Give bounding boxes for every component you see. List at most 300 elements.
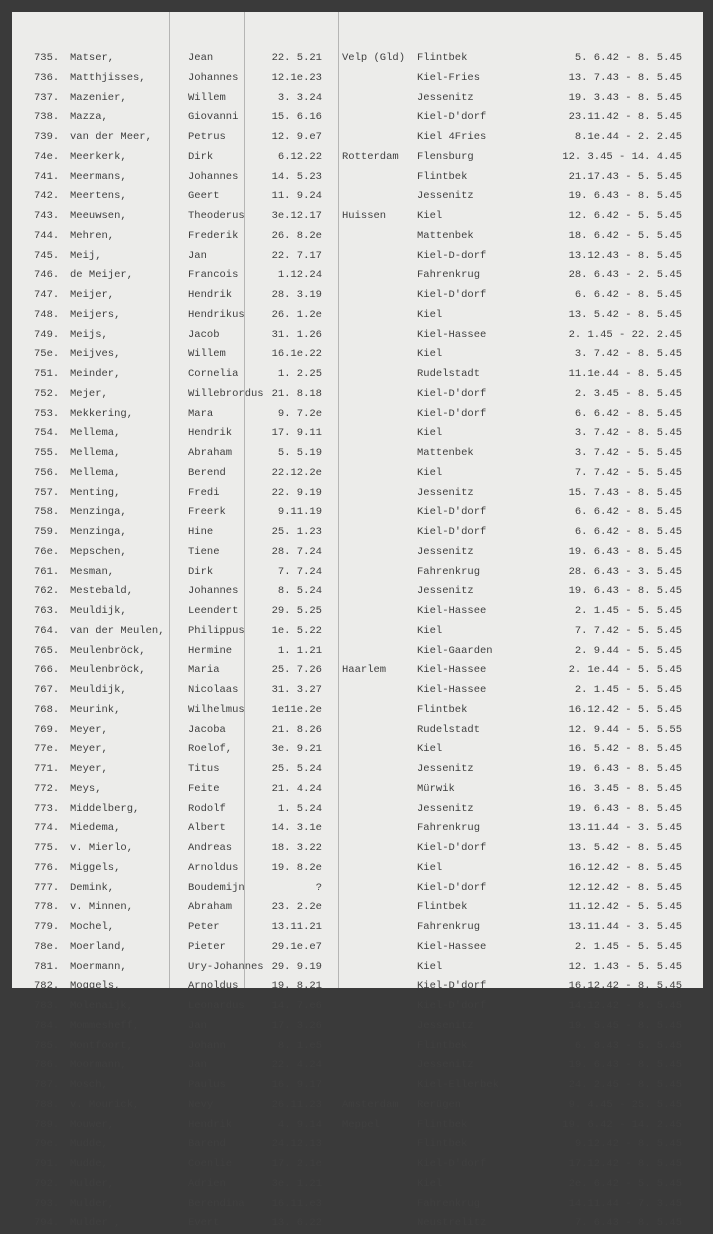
entry-surname: Mosch,: [70, 1079, 108, 1091]
entry-list: [12, 49, 703, 1234]
entry-surname: Mulder ,: [70, 1217, 121, 1230]
entry-number: 769.: [34, 723, 60, 736]
entry-camp: Fahrenkrug: [417, 822, 481, 835]
entry-period: 28. 6.43 - 2. 5.45: [568, 269, 682, 282]
list-item: [12, 543, 703, 563]
entry-camp: Kiel-D'dorf: [417, 387, 487, 400]
entry-place: Velp (Gld): [342, 52, 406, 64]
entry-first-name: Johann: [188, 1039, 226, 1052]
entry-surname: Mehren,: [70, 229, 115, 242]
entry-first-name: Hermine: [188, 644, 233, 657]
entry-period: 6. 8.43 - 5. 5.45: [574, 1039, 682, 1052]
entry-place: Meppel: [342, 1118, 380, 1131]
entry-period: 18. 6.42 - 5. 5.45: [568, 229, 682, 242]
entry-camp: Flintbek: [417, 703, 468, 716]
entry-first-name: Leonardus: [188, 1000, 245, 1012]
entry-number: 788.: [34, 1098, 60, 1111]
entry-camp: Jessenitz: [417, 763, 474, 775]
entry-period: 19. 6.43 - 8. 5.45: [568, 190, 682, 203]
entry-birth-date: 1.12.24: [277, 269, 322, 282]
entry-birth-date: 12.1e.23: [271, 71, 322, 84]
entry-first-name: Geert: [188, 190, 220, 203]
entry-camp: Kiel: [417, 210, 443, 222]
entry-surname: Molenaijk,: [70, 1000, 134, 1012]
entry-birth-date: 25. 1.23: [271, 526, 322, 538]
entry-camp: Kiel-D'dorf: [417, 1158, 487, 1170]
entry-surname: Meuldijk,: [70, 684, 127, 696]
entry-surname: Mejer,: [70, 387, 108, 400]
entry-surname: Meulenbröck,: [70, 644, 146, 657]
entry-surname: van der Meulen,: [70, 624, 165, 637]
list-item: [12, 345, 703, 365]
entry-number: 765.: [34, 644, 60, 657]
entry-period: 2. 3.45 - 8. 5.45: [574, 387, 682, 400]
entry-birth-date: 16. 9.17: [271, 1079, 322, 1091]
entry-period: 7. 6.43 - 8. 5.45: [574, 1217, 682, 1230]
entry-period: 6. 6.42 - 8. 5.45: [574, 407, 682, 420]
entry-camp: Kiel: [417, 466, 443, 479]
entry-number: 758.: [34, 506, 60, 519]
entry-birth-date: 13.11.21: [271, 921, 322, 933]
entry-camp: Kiel-D'dorf: [417, 980, 487, 993]
entry-birth-date: 3. 3.24: [277, 91, 322, 104]
entry-birth-date: 26. 8.2e: [271, 229, 322, 242]
entry-period: 19. 6.43 - 8. 5.45: [568, 1059, 682, 1072]
entry-camp: Jessenitz: [417, 190, 474, 203]
list-item: [12, 859, 703, 879]
entry-birth-date: 1. 5.24: [277, 802, 322, 815]
entry-period: 16.12.42 - 8. 5.45: [568, 861, 682, 874]
entry-birth-date: 5. 5.19: [277, 447, 322, 459]
entry-number: 741.: [34, 170, 60, 183]
entry-period: 2. 9.44 - 5. 5.45: [574, 644, 682, 657]
entry-surname: Meeuwsen,: [70, 210, 127, 222]
entry-period: 8.1e.44 - 2. 2.45: [574, 131, 682, 143]
entry-surname: Mulder,: [70, 1197, 115, 1210]
entry-birth-date: 14. 5.23: [271, 170, 322, 183]
entry-camp: Fahrenkrug: [417, 921, 481, 933]
entry-number: 792.: [34, 1177, 60, 1190]
entry-number: 748.: [34, 308, 60, 321]
entry-camp: Kiel-D-dorf: [417, 249, 487, 262]
entry-camp: Kiel-Hassee: [417, 328, 487, 341]
entry-period: 12.12.42 - 8. 5.45: [568, 881, 682, 894]
entry-surname: Meermans,: [70, 170, 127, 183]
entry-camp: Flintbek: [417, 170, 468, 183]
entry-number: 747.: [34, 289, 60, 301]
entry-number: 779.: [34, 921, 60, 933]
list-item: [12, 365, 703, 385]
entry-camp: Jessenitz: [417, 1019, 474, 1032]
list-item: [12, 148, 703, 168]
entry-camp: Jessenitz: [417, 486, 474, 499]
entry-first-name: Tiene: [188, 545, 220, 558]
entry-birth-date: 17. 9.11: [271, 427, 322, 440]
entry-surname: Meijs,: [70, 328, 108, 341]
entry-birth-date: 1. 1.21: [277, 644, 322, 657]
entry-number: 778.: [34, 901, 60, 914]
list-item: [12, 1195, 703, 1215]
list-item: [12, 938, 703, 958]
entry-first-name: Johannes: [188, 71, 239, 84]
entry-first-name: Hendrik: [188, 1118, 233, 1131]
entry-first-name: Albert: [188, 822, 226, 835]
entry-birth-date: 18. 3.22: [271, 842, 322, 854]
entry-surname: Moermann,: [70, 960, 127, 973]
entry-surname: Mellema,: [70, 466, 121, 479]
entry-period: 7. 7.42 - 5. 5.45: [574, 466, 682, 479]
entry-birth-date: 17. 3.26: [271, 1019, 322, 1032]
entry-camp: Kiel-Hassee: [417, 940, 487, 953]
entry-camp: Flintbek: [417, 901, 468, 914]
list-item: [12, 503, 703, 523]
entry-camp: Kiel-D'dorf: [417, 842, 487, 854]
entry-birth-date: 29. 5.25: [271, 605, 322, 617]
entry-camp: Kiel-D'dorf: [417, 526, 487, 538]
entry-number: 744.: [34, 229, 60, 242]
entry-first-name: Berendina: [188, 1197, 245, 1210]
entry-period: 19. 5.45 - 8. 5.45: [568, 1019, 682, 1032]
entry-first-name: Titus: [188, 763, 220, 775]
entry-camp: Flintbek: [417, 52, 468, 64]
entry-first-name: Wilhelmus: [188, 703, 245, 716]
entry-surname: Mouwer,: [70, 1118, 115, 1131]
entry-number: 737.: [34, 91, 60, 104]
entry-period: 11.12.42 - 5. 5.45: [568, 901, 682, 914]
entry-first-name: Andreas: [188, 842, 233, 854]
entry-surname: Meinder,: [70, 368, 121, 380]
entry-first-name: Jacob: [188, 328, 220, 341]
entry-number: 772.: [34, 782, 60, 795]
entry-period: 19. 3.43 - 8. 5.45: [568, 91, 682, 104]
entry-surname: Meijer,: [70, 289, 115, 301]
entry-number: 755.: [34, 447, 60, 459]
entry-birth-date: 24.12.13: [271, 1138, 322, 1151]
entry-period: 21.17.43 - 5. 5.45: [568, 170, 682, 183]
list-item: [12, 1175, 703, 1195]
entry-first-name: Jean: [188, 52, 214, 64]
entry-camp: Kiel: [417, 861, 443, 874]
list-item: [12, 1076, 703, 1096]
list-item: [12, 444, 703, 464]
entry-period: 19. 6.42 - 14. 2.45: [562, 1118, 682, 1131]
entry-surname: Meijves,: [70, 348, 121, 361]
entry-number: 789.: [34, 1118, 60, 1131]
entry-period: 2. 1.45 - 5. 5.45: [574, 605, 682, 617]
entry-number: 785.: [34, 1039, 60, 1052]
entry-number: 784.: [34, 1019, 60, 1032]
entry-surname: Meuldijk,: [70, 605, 127, 617]
entry-surname: Mommesheff,: [70, 1019, 140, 1032]
entry-period: 6. 6.42 - 8. 5.45: [574, 526, 682, 538]
entry-surname: Mulder,: [70, 1177, 115, 1190]
entry-camp: Kiel: [417, 624, 443, 637]
entry-period: 13. 7.43 - 8. 5.45: [568, 71, 682, 84]
entry-camp: Neustrelitz: [417, 1217, 487, 1230]
entry-period: 19. 6.43 - 8. 5.45: [568, 545, 682, 558]
entry-number: 749.: [34, 328, 60, 341]
list-item: [12, 89, 703, 109]
entry-camp: Kiel: [417, 348, 443, 361]
entry-first-name: Hine: [188, 526, 214, 538]
entry-surname: Matser,: [70, 52, 115, 64]
list-item: [12, 247, 703, 267]
entry-camp: Kiel: [417, 308, 443, 321]
entry-number: 776.: [34, 861, 60, 874]
entry-birth-date: 14. 7.e6: [271, 1000, 322, 1012]
list-item: [12, 563, 703, 583]
entry-number: 751.: [34, 368, 60, 380]
entry-first-name: Arnoldus: [188, 861, 239, 874]
entry-period: 19. 6.43 - 8. 5.45: [568, 763, 682, 775]
entry-birth-date: 7. 7.24: [277, 565, 322, 578]
entry-first-name: Jan: [188, 249, 207, 262]
entry-camp: Flintbek: [417, 1138, 468, 1151]
list-item: [12, 760, 703, 780]
entry-surname: Meerkerk,: [70, 150, 127, 163]
entry-birth-date: 22. 9.19: [271, 486, 322, 499]
list-item: [12, 326, 703, 346]
entry-birth-date: 26. 1.2e: [271, 308, 322, 321]
entry-number: 768.: [34, 703, 60, 716]
entry-period: 16. 3.45 - 8. 5.45: [568, 782, 682, 795]
list-item: [12, 128, 703, 148]
entry-number: 767.: [34, 684, 60, 696]
entry-period: 19. 6.43 - 8. 5.45: [568, 585, 682, 598]
entry-first-name: Abraham: [188, 901, 233, 914]
entry-camp: Kiel-Ellerbek: [417, 1079, 499, 1091]
entry-birth-date: 15. 6.16: [271, 111, 322, 124]
entry-first-name: Rodolf: [188, 802, 226, 815]
entry-first-name: Pieter: [188, 940, 226, 953]
entry-camp: Jessenitz: [417, 91, 474, 104]
list-item: [12, 839, 703, 859]
list-item: [12, 780, 703, 800]
entry-birth-date: 3e. 9.21: [271, 743, 322, 756]
entry-period: 6. 6.42 - 8. 5.45: [574, 506, 682, 519]
list-item: [12, 740, 703, 760]
list-item: [12, 484, 703, 504]
entry-camp: Kiel-D'dorf: [417, 111, 487, 124]
list-item: [12, 819, 703, 839]
entry-surname: Demink,: [70, 881, 115, 894]
entry-birth-date: 29. 9.19: [271, 960, 322, 973]
entry-period: 2. 1.45 - 5. 5.45: [574, 940, 682, 953]
list-item: [12, 1155, 703, 1175]
entry-camp: Kiel: [417, 743, 443, 756]
entry-surname: Menzinga,: [70, 506, 127, 519]
entry-surname: Miedema,: [70, 822, 121, 835]
entry-first-name: Abraham: [188, 447, 233, 459]
entry-surname: Meulenbröck,: [70, 664, 146, 677]
list-item: [12, 168, 703, 188]
entry-surname: v. Minnen,: [70, 901, 134, 914]
entry-surname: Mochel,: [70, 921, 115, 933]
entry-birth-date: 14. 3.1e: [271, 822, 322, 835]
entry-camp: Kiel-Hassee: [417, 664, 487, 677]
entry-surname: Moggels,: [70, 980, 121, 993]
entry-period: 9. 4.45 - 25. 5.45: [568, 1098, 682, 1111]
entry-number: 763.: [34, 605, 60, 617]
entry-period: 7. 7.42 - 5. 5.45: [574, 624, 682, 637]
entry-birth-date: 22. 4.24: [271, 1059, 322, 1072]
entry-number: 757.: [34, 486, 60, 499]
entry-camp: Kiel-D'dorf: [417, 881, 487, 894]
entry-birth-date: 3e.12.17: [271, 210, 322, 222]
entry-camp: Kiel: [417, 1177, 443, 1190]
entry-first-name: Arnoldus: [188, 980, 239, 993]
entry-birth-date: 25. 5.24: [271, 763, 322, 775]
entry-birth-date: 1e11e.2e: [271, 703, 322, 716]
entry-surname: Mestebald,: [70, 585, 134, 598]
list-item: [12, 918, 703, 938]
entry-first-name: Cornelia: [188, 368, 239, 380]
list-item: [12, 523, 703, 543]
document-page: [12, 12, 703, 1230]
entry-period: 19. 6.43 - 8. 5.45: [568, 802, 682, 815]
entry-camp: Fahrenkrug: [417, 269, 481, 282]
entry-surname: Meertens,: [70, 190, 127, 203]
entry-period: 2e. 6.42 - 5. 5.45: [568, 1177, 682, 1190]
entry-first-name: Berend: [188, 466, 226, 479]
entry-birth-date: 8. 1.e5: [277, 1039, 322, 1052]
entry-first-name: Maria: [188, 664, 220, 677]
entry-birth-date: 19. 8.21: [271, 980, 322, 993]
entry-birth-date: 21. 8.26: [271, 723, 322, 736]
entry-first-name: Hendrik: [188, 289, 233, 301]
entry-place: Rotterdam: [342, 150, 399, 163]
entry-camp: Rerügen: [417, 1098, 462, 1111]
entry-camp: Flintbek: [417, 1039, 468, 1052]
entry-camp: Mattenbek: [417, 447, 474, 459]
entry-birth-date: 23. 2.2e: [271, 901, 322, 914]
list-item: [12, 108, 703, 128]
list-item: [12, 898, 703, 918]
entry-camp: Rudelstadt: [417, 368, 481, 380]
entry-camp: Kiel-D'dorf: [417, 289, 487, 301]
entry-number: 761.: [34, 565, 60, 578]
entry-birth-date: 22. 5.21: [271, 52, 322, 64]
entry-first-name: Willem: [188, 348, 226, 361]
entry-place: Amsterdam: [342, 1098, 399, 1111]
entry-number: 773.: [34, 802, 60, 815]
entry-number: 742.: [34, 190, 60, 203]
entry-number: 752.: [34, 387, 60, 400]
list-item: [12, 1214, 703, 1234]
entry-number: 743.: [34, 210, 60, 222]
entry-first-name: Feite: [188, 782, 220, 795]
entry-camp: Fahrenkrug: [417, 565, 481, 578]
entry-number: 736.: [34, 71, 60, 84]
entry-number: 738.: [34, 111, 60, 124]
entry-surname: Mazza,: [70, 111, 108, 124]
entry-first-name: Peter: [188, 921, 220, 933]
entry-birth-date: 29.1e.e7: [271, 940, 322, 953]
entry-period: 17.12.42 - 8. 5.45: [568, 1158, 682, 1170]
entry-surname: Mellema,: [70, 447, 121, 459]
list-item: [12, 207, 703, 227]
entry-first-name: Nevy: [188, 1098, 214, 1111]
entry-first-name: Dirk: [188, 150, 214, 163]
entry-number: 79e.: [34, 1138, 60, 1151]
entry-surname: Mudde,: [70, 1138, 108, 1151]
entry-first-name: Ury-Johannes: [188, 960, 264, 973]
list-item: [12, 642, 703, 662]
entry-number: 77e.: [34, 743, 60, 756]
entry-first-name: Jacoba: [188, 723, 226, 736]
entry-surname: Mudde,: [70, 1158, 108, 1170]
entry-camp: Jessenitz: [417, 545, 474, 558]
entry-period: 24. 2.45 - 8. 5.45: [568, 1079, 682, 1091]
list-item: [12, 958, 703, 978]
entry-number: 745.: [34, 249, 60, 262]
entry-surname: Meurink,: [70, 703, 121, 716]
entry-first-name: Adrien: [188, 1177, 226, 1190]
entry-first-name: Freerk: [188, 506, 226, 519]
entry-surname: Moormann,: [70, 1059, 127, 1072]
entry-period: 2. 1e.44 - 5. 5.45: [568, 664, 682, 677]
entry-birth-date: 11. 9.24: [271, 190, 322, 203]
entry-place: Haarlem: [342, 664, 387, 677]
entry-birth-date: 4. 9.14: [277, 1118, 322, 1131]
entry-number: 75e.: [34, 348, 60, 361]
entry-surname: Mekkering,: [70, 407, 134, 420]
entry-surname: Menting,: [70, 486, 121, 499]
entry-period: 12. 6.42 - 5. 5.45: [568, 210, 682, 222]
entry-number: 739.: [34, 131, 60, 143]
entry-number: 759.: [34, 526, 60, 538]
entry-birth-date: 26.11.23: [271, 1098, 322, 1111]
entry-surname: Meyer,: [70, 743, 108, 756]
list-item: [12, 1096, 703, 1116]
entry-period: 23.11.42 - 8. 5.45: [568, 111, 682, 124]
entry-camp: Kiel-Hassee: [417, 684, 487, 696]
entry-surname: Meij,: [70, 249, 102, 262]
entry-period: 14.12.42 - 8. 5.45: [568, 1000, 682, 1012]
entry-birth-date: 8. 5.24: [277, 585, 322, 598]
entry-first-name: Willem: [188, 91, 226, 104]
entry-first-name: Evert: [188, 1217, 220, 1230]
entry-place: Huissen: [342, 210, 387, 222]
entry-birth-date: 19. 8.2e: [271, 861, 322, 874]
entry-camp: Jessenitz: [417, 585, 474, 598]
entry-surname: de Meijer,: [70, 269, 134, 282]
entry-birth-date: 9. 7.2e: [277, 407, 322, 420]
entry-first-name: Giovanni: [188, 111, 239, 124]
entry-surname: Mesman,: [70, 565, 115, 578]
list-item: [12, 49, 703, 69]
entry-surname: Montfoort,: [70, 1039, 134, 1052]
list-item: [12, 69, 703, 89]
entry-camp: Kiel: [417, 960, 443, 973]
entry-period: 28. 6.43 - 3. 5.45: [568, 565, 682, 578]
entry-period: 3. 7.42 - 8. 5.45: [574, 348, 682, 361]
entry-number: 766.: [34, 664, 60, 677]
entry-camp: Kiel: [417, 427, 443, 440]
entry-camp: Jessenitz: [417, 802, 474, 815]
entry-first-name: Theoderus: [188, 210, 245, 222]
entry-camp: Flintbek: [417, 1118, 468, 1131]
entry-period: 2. 1.45 - 5. 5.45: [574, 684, 682, 696]
entry-birth-date: 13. 6.22: [271, 1217, 322, 1230]
entry-surname: Meyer,: [70, 763, 108, 775]
entry-number: 764.: [34, 624, 60, 637]
entry-period: 12. 9.44 - 5. 5.55: [568, 723, 682, 736]
entry-birth-date: 3e. 1.21: [271, 1177, 322, 1190]
entry-first-name: Barend: [188, 1138, 226, 1151]
entry-camp: Kiel 4Fries: [417, 131, 487, 143]
entry-birth-date: 28. 3.19: [271, 289, 322, 301]
